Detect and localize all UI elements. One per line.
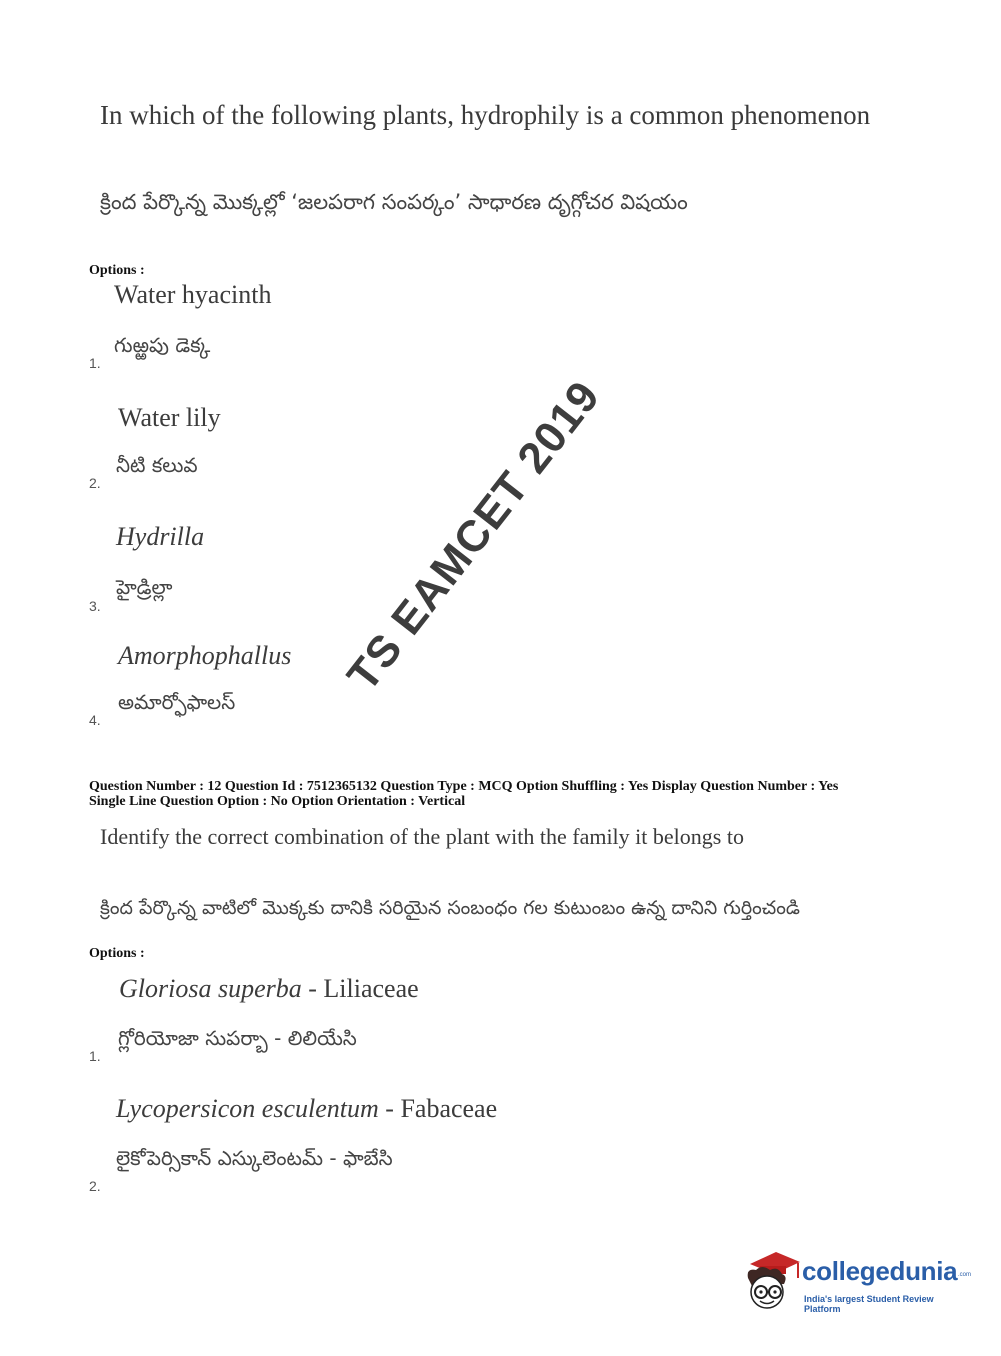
question-meta-line-2: Single Line Question Option : No Option Orientation : Vertical <box>89 794 466 809</box>
option-2-te: నీటి కలువ <box>116 453 198 477</box>
options-label: Options : <box>89 263 145 278</box>
option-4-number: 4. <box>89 712 101 728</box>
question-12-text-en: Identify the correct combination of the plant with the family it belongs to <box>100 824 744 849</box>
q12-option-1-en <box>119 974 419 1004</box>
option-4-te: అమార్ఫోఫాలస్ <box>118 690 236 714</box>
q12-option-2-species: Lycopersicon esculentum <box>116 1094 379 1123</box>
option-3-number: 3. <box>89 598 101 614</box>
watermark: TS EAMCET 2019 <box>338 371 610 701</box>
question-11-text-te: క్రింద పేర్కొన్న మొక్కల్లో ‘జలపరాగ సంపర్కం’ సాధారణ దృగ్గోచర విషయం <box>100 190 688 214</box>
question-12-text-te: క్రింద పేర్కొన్న వాటిలో మొక్కకు దానికి సరియైన సంబంధం గల కుటుంబం ఉన్న దానిని గుర్తించండి <box>100 897 800 919</box>
option-3-en: Hydrilla <box>116 522 205 551</box>
question-meta-line-1: Question Number : 12 Question Id : 7512365132 Question Type : MCQ Option Shuffling : Yes Display Question Number : Yes <box>89 779 839 794</box>
q12-option-1-family: - Liliaceae <box>301 974 419 1003</box>
q12-option-1-te: గ్లోరియోజా సుపర్బా - లిలియేసి <box>118 1026 357 1050</box>
option-2-en: Water lily <box>118 403 221 432</box>
q12-option-2-te: లైకోపెర్సికాన్ ఎస్కులెంటమ్ - ఫాబేసి <box>116 1146 393 1170</box>
option-1-te: గుఱ్ఱపు డెక్క <box>114 333 211 357</box>
option-1-en: Water hyacinth <box>114 280 272 309</box>
q12-option-1-number: 1. <box>89 1048 101 1064</box>
option-4-en: Amorphophallus <box>118 641 292 670</box>
logo-tagline: India's largest Student Review Platform <box>804 1294 934 1314</box>
q12-option-2-family: - Fabaceae <box>378 1094 498 1123</box>
q12-option-2-number: 2. <box>89 1178 101 1194</box>
options-label-12: Options : <box>89 946 145 961</box>
mascot-icon <box>742 1248 802 1314</box>
logo-name: collegedunia <box>802 1256 958 1286</box>
collegedunia-logo <box>742 1248 972 1318</box>
q12-option-1-species: Gloriosa superba <box>119 974 302 1003</box>
logo-suffix: .com <box>958 1272 972 1278</box>
option-1-number: 1. <box>89 355 101 371</box>
option-2-number: 2. <box>89 475 101 491</box>
q12-option-2-en <box>116 1094 497 1124</box>
option-3-te: హైడ్రిల్లా <box>116 575 173 599</box>
question-11-text-en: In which of the following plants, hydrophily is a common phenomenon <box>100 100 871 130</box>
